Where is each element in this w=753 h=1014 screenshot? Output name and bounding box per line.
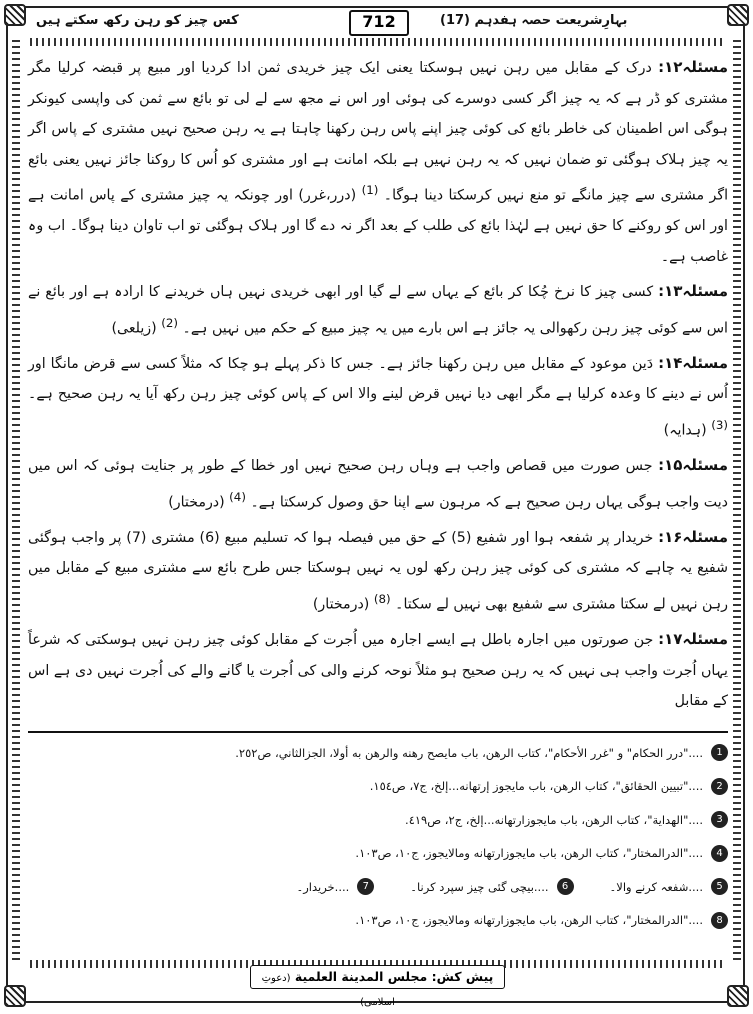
footnote-text: ....خریدار۔ — [296, 879, 350, 894]
footnote-1 — [28, 736, 728, 770]
masla-text: کسی چیز کا نرخ چُکا کر بائع کے یہاں سے لے گیا اور ابھی خریدی نہیں ہاں خریدنے کا ارادہ ہے اور بائع نے اس سے کوئی چیز رہن رکھوالی یہ جائز ہے اس بارے میں یہ چیز مبیع کے حکم میں نہیں ہے۔ — [28, 284, 728, 337]
footnote-8 — [28, 904, 728, 938]
footnote-2 — [28, 770, 728, 804]
masla-text: دَین موعود کے مقابل میں رہن رکھنا جائز ہے۔ جس کا ذکر پہلے ہو چکا کہ مثلاً کسی سے قرض مانگا اور اُس نے دینے کا وعدہ کرلیا ہے مگر ابھی دیا نہیں قرض لینے والا اس کے پاس کوئی چیز رہن رکھ آیا یہ رہن صحیح ہے۔ — [28, 355, 728, 403]
masla-label: مسئلہ۱۶: — [658, 527, 729, 546]
footnote-5 — [610, 878, 728, 895]
footnote-text: ...."درر الحكام" و "غرر الأحكام"، كتاب الرهن، باب مايصح رهنه والرهن به أولا، الجزالثاني، ص٢٥٢. — [235, 745, 703, 760]
masla-label: مسئلہ۱۲: — [658, 58, 728, 76]
footnote-number: 8 — [711, 912, 728, 929]
footnote-5-6-7 — [28, 870, 728, 904]
masla-text: جن صورتوں میں اجارہ باطل ہے ایسے اجارہ میں اُجرت کے مقابل کوئی چیز رہن نہیں ہوسکتی کہ شرعاً یہاں اُجرت واجب ہی نہیں کہ یہ رہن صحیح ہو مثلاً نوحہ کرنے والی کی اُجرت یا گانے والے کی اُجرت نہیں دی ہے اس کے مقابل — [28, 632, 728, 710]
footnote-ref: (8) — [373, 591, 391, 606]
border-ornament-top — [30, 38, 723, 46]
masla-text-cont: اور چونکہ یہ چیز مشتری کے پاس امانت ہے اور اس کو روکنے کا حق نہیں ہے لہٰذا بائع کی طلب کے بعد اگر نہ دے گا اور ہلاک ہوگئی تو اب تاوان دینا ہوگا۔ اب وہ غاصب ہے۔ — [28, 187, 728, 265]
masla-text: جس صورت میں قصاص واجب ہے وہاں رہن صحیح نہیں اور خطا کے طور پر جنایت ہوئی کہ اس میں دیت واجب ہوگی یہاں رہن صحیح ہے کہ مرہون سے اپنا حق وصول کرسکتا ہے۔ — [28, 458, 728, 511]
publisher-prefix: پیش کش: — [431, 969, 494, 984]
masla-label: مسئلہ۱۷: — [658, 630, 728, 649]
footnote-text: ....بیچی گئی چیز سپرد کرنا۔ — [410, 879, 549, 894]
masla-13 — [28, 276, 728, 344]
footnote-ref: (2) — [161, 315, 178, 330]
footnote-text: ...."تبيين الحقائق"، كتاب الرهن، باب مايجوز إرتهانه...إلخ، ج٧، ص١٥٤. — [369, 779, 703, 794]
source-citation: (زیلعی) — [111, 320, 157, 337]
publisher-sub: (دعوتِ اسلامی) — [261, 973, 395, 1008]
footnote-3 — [28, 803, 728, 837]
masla-text: درک کے مقابل میں رہن نہیں ہوسکتا یعنی ایک چیز خریدی ثمن ادا کردیا اور مبیع پر قبضہ کرلیا مگر مشتری کو ڈر ہے کہ یہ چیز اگر کسی دوسرے کی ہوئی اور اس نے مجھ سے لے لی تو بائع سے ثمن کی واپسی کیونکر ہوگی اس اطمینان کی خاطر بائع کی کوئی چیز اپنے پاس رہن رکھنا چاہتا ہے یہ رہن صحیح نہیں مشتری کے پاس اگر یہ چیز ہلاک ہوگئی تو ضمان نہیں کہ یہ رہن نہیں ہے بلکہ امانت ہے اور مشتری کو اُس کا روکنا جائز نہیں یعنی بائع اگر مشتری سے چیز مانگے تو منع نہیں کرسکتا دینا ہوگا۔ — [28, 60, 729, 204]
main-text — [28, 52, 728, 721]
page-header — [0, 6, 753, 36]
footnote-text: ...."الدرالمختار"، كتاب الرهن، باب مايجوزارتهانه ومالايجوز، ج١٠، ص١٠٣. — [355, 913, 703, 928]
footnotes — [28, 736, 728, 937]
footnote-7 — [296, 878, 374, 895]
chapter-title: کس چیز کو رہن رکھ سکتے ہیں — [36, 13, 239, 28]
masla-12 — [28, 52, 728, 272]
page-number: 712 — [349, 10, 409, 36]
book-title: بہارِشریعت حصہ ہفدہم (17) — [440, 13, 628, 28]
footnote-number: 6 — [557, 878, 574, 895]
footnote-number: 5 — [711, 878, 728, 895]
footnote-text: ...."الدرالمختار"، كتاب الرهن، باب مايجوزارتهانه ومالايجوز، ج١٠، ص١٠٣. — [355, 846, 703, 861]
publisher-box — [250, 965, 505, 1008]
masla-15 — [28, 450, 728, 518]
footnote-4 — [28, 837, 728, 871]
masla-16 — [28, 522, 728, 620]
masla-17 — [28, 624, 728, 717]
footnote-number: 7 — [357, 878, 374, 895]
masla-label: مسئلہ۱۳: — [658, 282, 729, 301]
footnote-divider — [28, 731, 728, 733]
source-citation: (درر،غرر) — [298, 187, 357, 204]
source-citation: (ہدایہ) — [663, 422, 707, 439]
footnote-number: 1 — [711, 744, 728, 761]
source-citation: (درمختار) — [168, 494, 225, 511]
border-ornament-left — [12, 40, 20, 960]
page-footer — [0, 963, 753, 1008]
footnote-ref: (3) — [711, 417, 728, 432]
source-citation: (درمختار) — [312, 596, 370, 613]
footnote-6 — [410, 878, 573, 895]
border-ornament-right — [733, 40, 741, 960]
masla-14 — [28, 348, 728, 446]
masla-text: خریدار پر شفعہ ہوا اور شفیع (5) کے حق میں فیصلہ ہوا کہ تسلیم مبیع (6) مشتری (7) پر واجب ہوگئی شفیع یہ چاہے کہ مشتری کی کوئی چیز رہن رکھ لوں یہ نہیں ہوسکتا جس طرح بائع سے مشتری مبیع کے مقابل میں رہن نہیں لے سکتا مشتری سے شفیع بھی نہیں لے سکتا۔ — [28, 529, 728, 613]
footnote-text: ....شفعہ کرنے والا۔ — [609, 879, 703, 894]
masla-label: مسئلہ۱۵: — [658, 456, 728, 475]
publisher-name: مجلس المدينة العلمية — [294, 969, 428, 984]
footnote-ref: (4) — [229, 489, 246, 504]
footnote-text: ...."الهداية"، كتاب الرهن، باب مايجوزارتهانه...إلخ، ج٢، ص٤١٩. — [405, 812, 703, 827]
footnote-number: 2 — [711, 778, 728, 795]
footnote-number: 3 — [711, 811, 728, 828]
footnote-number: 4 — [711, 845, 728, 862]
footnote-ref: (1) — [361, 183, 379, 197]
masla-label: مسئلہ۱۴: — [658, 353, 728, 372]
